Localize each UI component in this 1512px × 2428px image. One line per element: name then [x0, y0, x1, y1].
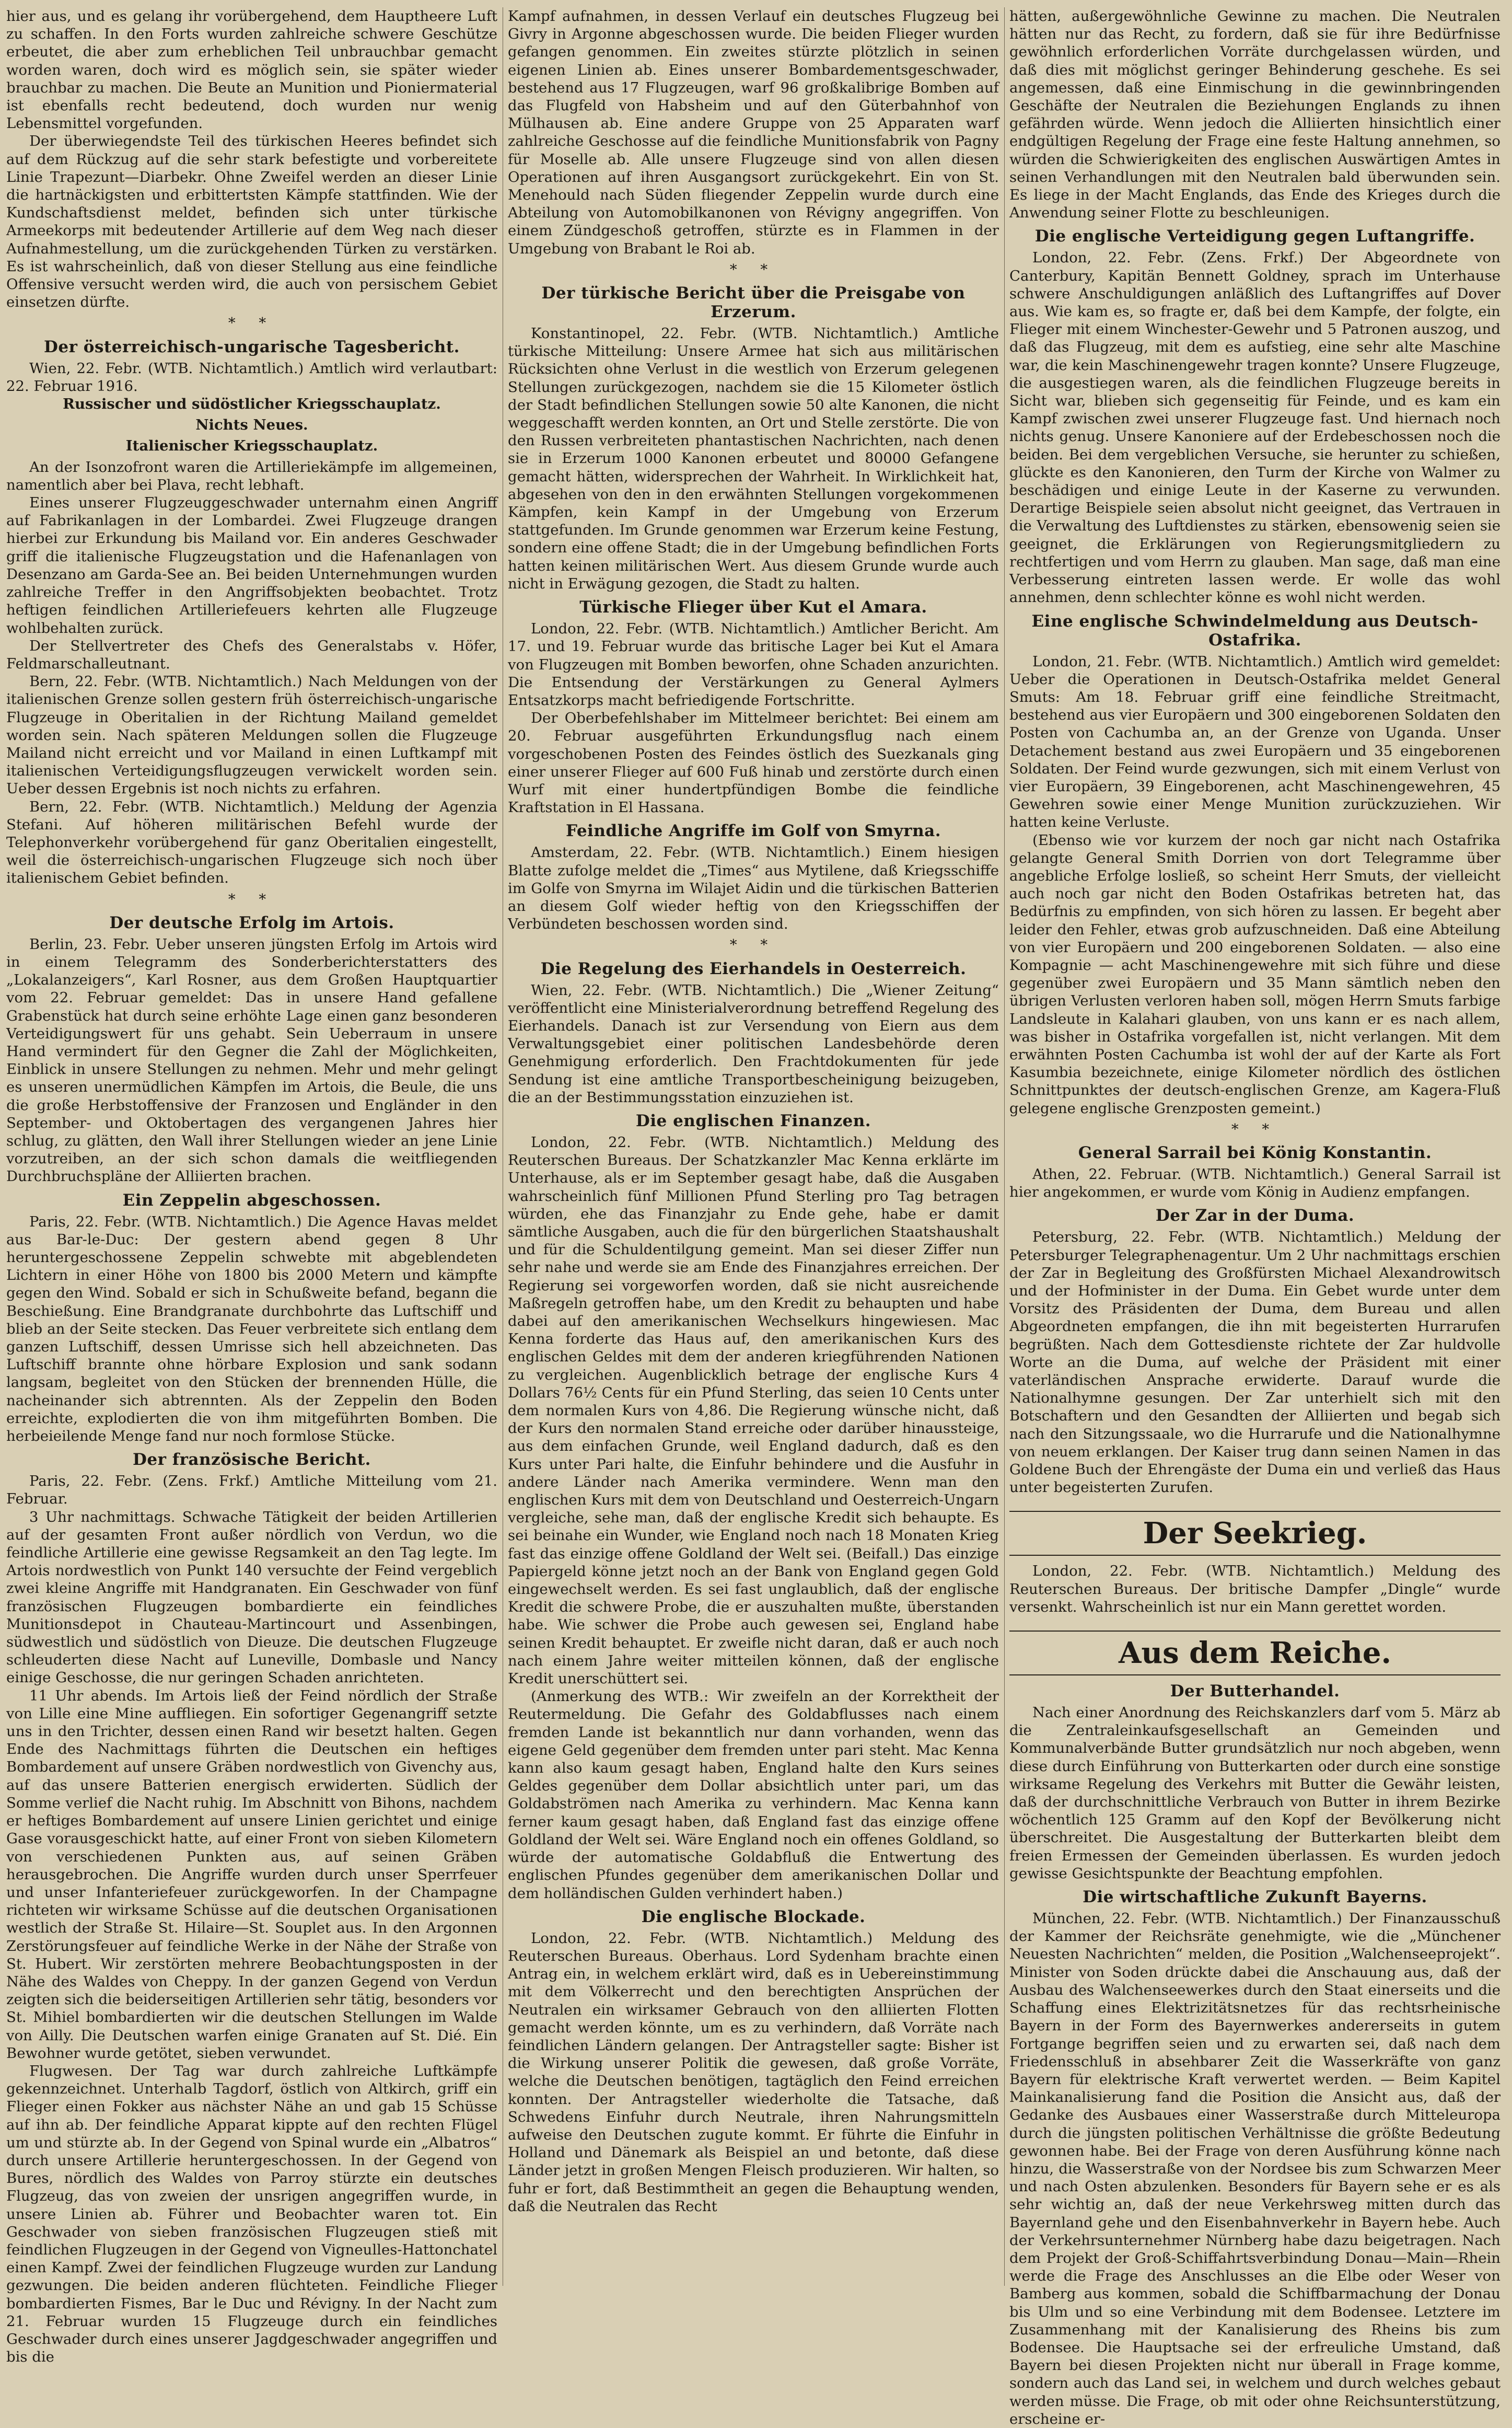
- paragraph: Der überwiegendste Teil des türkischen Heeres befindet sich auf dem Rückzug auf die sehr stark befestigte und vorbereitete Linie Trapezunt—Diarbekr. Ohne Zweifel werden an dieser Linie die hartnäckigsten und erbittertsten Kämpfe stattfinden. Wie der Kundschaftsdienst meldet, befinden sich unter türkische Armeekorps mit bedeutender Artillerie auf dem Weg nach dieser Aufnahmestellung, um die zurückgehenden Türken zu verstärken. Es ist wahrscheinlich, daß von dieser Stellung aus eine feindliche Offensive versucht werden wird, die auch von persischem Gebiet einsetzen dürfte.: [6, 133, 497, 311]
- paragraph: Bern, 22. Febr. (WTB. Nichtamtlich.) Meldung der Agenzia Stefani. Auf höheren militärischen Befehl wurde der Telephonverkehr vorübergehend für ganz Oberitalien eingestellt, weil die österreichisch-ungarischen Flugzeuge sich noch über italienischem Gebiet befinden.: [6, 798, 497, 887]
- article-continuation: hier aus, und es gelang ihr vorübergehend, dem Hauptheere Luft zu schaffen. In den Forts wurden zahlreiche schwere Geschütze erbeutet, die aber zum erheblichen Teil unbrauchbar gemacht worden waren, doch wird es möglich sein, sie später wieder brauchbar zu machen. Die Beute an Munition und Pioniermaterial ist ebenfalls recht bedeutend, doch wurden nur wenig Lebensmittel vorgefunden.: [6, 8, 497, 132]
- paragraph: 3 Uhr nachmittags. Schwache Tätigkeit der beiden Artillerien auf der gesamten Front außer nördlich von Verdun, wo die feindliche Artillerie eine gewisse Regsamkeit an den Tag legte. Im Artois nordwestlich von Punkt 140 versuchte der Feind vergeblich zwei kleine Angriffe mit Handgranaten. Ein Geschwader von fünf französischen Flugzeugen bombardierte ein feindliches Munitionsdepot in Chauteau-Martincourt und Assenbingen, südwestlich und südöstlich von Dieuze. Die deutschen Flugzeuge schleuderten diese Nacht auf Luneville, Dombasle und Nancy einige Geschosse, die nur geringen Schaden anrichteten.: [6, 1508, 497, 1686]
- separator-stars: * *: [1231, 1120, 1279, 1138]
- separator-stars: * *: [729, 936, 777, 954]
- headline-tsar-duma: Der Zar in der Duma.: [1155, 1206, 1355, 1225]
- paragraph: Konstantinopel, 22. Febr. (WTB. Nichtamtlich.) Amtliche türkische Mitteilung: Unsere Armee hat sich aus militärischen Rücksichten ohne Verlust in die westlich von Erzerum gelegenen Stellungen zurückgezogen, nachdem sie die 15 Kilometer östlich der Stadt befindlichen Stellungen sowie 50 alte Kanonen, die nicht weggeschafft werden konnten, an Ort und Stelle zerstörte. Die von den Russen verbreiteten phantastischen Nachrichten, nach denen sie in Erzerum 1000 Kanonen erbeutet und 80000 Gefangene gemacht hätten, widersprechen der Wahrheit. In Wirklichkeit hat, abgesehen von den in den erwähnten Stellungen vorgekommenen Kämpfen, kein Kampf in der Umgebung von Erzerum stattgefunden. Im Grunde genommen war Erzerum keine Festung, sondern eine offene Stadt; die in der Umgebung befindlichen Forts hatten keinen militärischen Wert. Aus diesem Grunde wurde auch nicht in Erwägung gezogen, die Stadt zu halten.: [508, 325, 999, 592]
- headline-erzerum: Der türkische Bericht über die Preisgabe von Erzerum.: [541, 284, 966, 322]
- paragraph: London, 22. Febr. (WTB. Nichtamtlich.) Meldung des Reuterschen Bureaus. Der britische Dampfer „Dingle“ wurde versenkt. Wahrscheinlich ist nur ein Mann gerettet worden.: [1009, 1563, 1501, 1615]
- paragraph: London, 21. Febr. (WTB. Nichtamtlich.) Amtlich wird gemeldet: Ueber die Operationen in Deutsch-Ostafrika meldet General Smuts: Am 18. Februar griff eine feindliche Streitmacht, bestehend aus vier Europäern und 300 eingeborenen Soldaten den Posten von Cachumba an, an der Grenze von Uganda. Unser Detachement bestand aus zwei Europäern und 35 eingeborenen Soldaten. Der Feind wurde gezwungen, sich mit einem Verlust von vier Europäern, 39 Eingeborenen, acht Maschinengewehren, 45 Gewehren sowie einer Menge Munition zurückzuziehen. Wir hatten keine Verluste.: [1009, 653, 1501, 831]
- section-title-from-the-reich: Aus dem Reiche.: [1009, 1631, 1501, 1675]
- paragraph: London, 22. Febr. (WTB. Nichtamtlich.) Amtlicher Bericht. Am 17. und 19. Februar wurde das britische Lager bei Kut el Amara von Flugzeugen mit Bomben beworfen, ohne Schaden anzurichten. Die Entsendung der Verstärkungen zu General Aylmers Entsatzkorps macht befriedigende Fortschritte.: [508, 620, 999, 709]
- paragraph: (Anmerkung des WTB.: Wir zweifeln an der Korrektheit der Reutermeldung. Die Gefahr des Goldabflusses nach einem fremden Lande ist bekanntlich nur dann vorhanden, wenn das eigene Geld gegenüber dem fremden unter pari steht. Mac Kenna kann also kaum gesagt haben, England halte den Kurs seines Geldes gegenüber dem Dollar absichtlich unter pari, um das Goldabströmen nach Amerika zu verhindern. Mac Kenna kann ferner kaum gesagt haben, daß England fast das einzige offene Goldland der Welt sei. Wäre England noch ein offenes Goldland, so würde der automatische Goldabfluß die Entwertung des englischen Pfundes gegenüber dem amerikanischen Dollar und dem holländischen Gulden verhindert haben.): [508, 1688, 999, 1902]
- headline-east-africa: Eine englische Schwindelmeldung aus Deutsch-Ostafrika.: [1031, 611, 1479, 650]
- paragraph: Wien, 22. Febr. (WTB. Nichtamtlich.) Die „Wiener Zeitung“ veröffentlicht eine Ministerialverordnung betreffend Regelung des Eierhandels. Danach ist zur Versendung von Eiern aus dem Verwaltungsgebiet einer politischen Landesbehörde deren Genehmigung erforderlich. Den Frachtdokumenten für jede Sendung ist eine amtliche Transportbescheinigung beizugeben, die an der Bestimmungsstation einzuziehen ist.: [508, 981, 999, 1106]
- separator-stars: * *: [228, 315, 276, 332]
- paragraph: Amsterdam, 22. Febr. (WTB. Nichtamtlich.) Einem hiesigen Blatte zufolge meldet die „Times“ aus Mytilene, daß Kriegsschiffe im Golfe von Smyrna im Wilajet Aidin und die türkischen Batterien an diesem Golf wieder heftig von den Kriegsschiffen der Verbündeten beschossen worden sind.: [508, 844, 999, 933]
- paragraph: Berlin, 23. Febr. Ueber unseren jüngsten Erfolg im Artois wird in einem Telegramm des Sonderberichterstatters des „Lokalanzeigers“, Karl Rosner, aus dem Großen Hauptquartier vom 22. Februar gemeldet: Das in unsere Hand gefallene Grabenstück hat durch seine erhöhte Lage einen ganz besonderen Verteidigungswert für uns gehabt. Sein Ueberraum in unsere Hand vermindert für den Gegner die Zahl der Möglichkeiten, Einblick in unsere Stellungen zu nehmen. Mehr und mehr gelingt es unseren unermüdlichen Kämpfen im Artois, die Beule, die uns die große Herbstoffensive der Franzosen und Engländer in den September- und Oktobertagen des vergangenen Jahres hier schlug, zu glätten, den Wall ihrer Stellungen wieder an jene Linie vorzutreiben, an der sich schon damals die weitfliegenden Durchbruchspläne der Alliierten brachen.: [6, 935, 497, 1185]
- paragraph: (Ebenso wie vor kurzem der noch gar nicht nach Ostafrika gelangte General Smith Dorrien von dort Telegramme über angebliche Erfolge losließ, so scheint Herr Smuts, der vielleicht auch noch gar nicht den Boden Ostafrikas betreten hat, das Bedürfnis zu empfinden, von sich hören zu lassen. Er begeht aber leider den Fehler, etwas grob aufzuschneiden. Daß eine Abteilung von vier Europäern und 200 eingeborenen Soldaten. — also eine Kompagnie — acht Maschinengewehre mit sich führe und diese gegenüber zwei Europäern und 35 Mann sämtlich neben den übrigen Verlusten verloren haben soll, mögen Herrn Smuts farbige Landsleute in Kalahari glauben, von uns kann er es nach allem, was bisher in Ostafrika vorgefallen ist, nicht verlangen. Mit dem erwähnten Posten Cachumba ist wohl der auf der Karte als Fort Kasumbia bezeichnete, einige Kilometer nördlich des östlichen Schnittpunktes der deutsch-englischen Grenze, am Kagera-Fluß gelegene englische Grenzposten gemeint.): [1009, 831, 1501, 1117]
- headline-egg-trade: Die Regelung des Eierhandels in Oesterreich.: [540, 959, 967, 978]
- signature-line: Der Stellvertreter des Chefs des Generalstabs v. Höfer, Feldmarschalleutnant.: [6, 637, 497, 672]
- headline-french-report: Der französische Bericht.: [133, 1450, 371, 1470]
- paragraph: 11 Uhr abends. Im Artois ließ der Feind nördlich der Straße von Lille eine Mine auffliegen. Ein sofortiger Gegenangriff setzte uns in den Trichter, dessen einen Rand wir besetzt halten. Gegen Ende des Nachmittags führten die Deutschen ein heftiges Bombardement auf unsere Gräben nordwestlich von Givenchy aus, auf das unsere Batterien energisch erwiderten. Südlich der Somme verlief die Nacht ruhig. Im Abschnitt von Bihons, nachdem er heftiges Bombardement auf unsere Linien gerichtet und einige Gase vorausgeschickt hatte, auf einer Front von sieben Kilometern von verschiedenen Punkten aus, auf seinen Gräben herausgebrochen. Die Angriffe wurden durch unser Sperrfeuer und unser Infanteriefeuer zurückgeworfen. In der Champagne richteten wir wirksame Schüsse auf die deutschen Organisationen westlich der Straße St. Hilaire—St. Souplet aus. In den Argonnen Zerstörungsfeuer auf feindliche Werke in der Nähe der Straße von St. Hubert. Wir zerstörten mehrere Beobachtungsposten in der Nähe des Waldes von Cheppy. In der ganzen Gegend von Verdun zeigten sich die beiderseitigen Artillerien sehr tätig, besonders vor St. Mihiel bombardierten wir die deutschen Stellungen im Walde von Ailly. Die Deutschen warfen einige Granaten auf St. Dié. Ein Bewohner wurde getötet, sieben verwundet.: [6, 1687, 497, 2062]
- paragraph: London, 22. Febr. (WTB. Nichtamtlich.) Meldung des Reuterschen Bureaus. Oberhaus. Lord Sydenham brachte einen Antrag ein, in welchem erklärt wird, daß es in Uebereinstimmung mit dem Völkerrecht und den berechtigten Ansprüchen der Neutralen ein wirksamer Gebrauch von den alliierten Flotten gemacht werden könnte, um es zu verhindern, daß Vorräte nach feindlichen Ländern gelangen. Der Antragsteller sagte: Bisher ist die Wirkung unserer Politik die gewesen, daß große Vorräte, welche die Deutschen benötigen, tagtäglich den Feind erreichen konnten. Der Antragsteller wiederholte die Tatsache, daß Schwedens Einfuhr durch Neutrale, ihren Nahrungsmitteln aufweise den Deutschen zugute kommt. Er führte die Einfuhr in Holland und Dänemark als Beispiel an und betonte, daß diese Länder jetzt in großen Mengen Fleisch produzieren. Wir halten, so fuhr er fort, daß Bestimmtheit an gegen die Behauptung wenden, daß die Neutralen das Recht: [508, 1929, 999, 2215]
- subheading-nothing-new: Nichts Neues.: [195, 417, 308, 434]
- paragraph: An der Isonzofront waren die Artilleriekämpfe im allgemeinen, namentlich aber bei Plava, recht lebhaft.: [6, 458, 497, 493]
- column-divider: [1004, 7, 1005, 2286]
- paragraph: Wien, 22. Febr. (WTB. Nichtamtlich.) Amtlich wird verlautbart: 22. Februar 1916.: [6, 360, 497, 395]
- paragraph: Petersburg, 22. Febr. (WTB. Nichtamtlich.) Meldung der Petersburger Telegraphenagentur. Um 2 Uhr nachmittags erschien der Zar in Begleitung des Großfürsten Michael Alexandrowitsch und der Hofminister in der Duma. Ein Gebet wurde unter dem Vorsitz des Präsidenten der Duma, dem Bureau und allen Abgeordneten empfangen, die ihn mit begeisterten Hurrarufen begrüßten. Nach dem Gottesdienste richtete der Zar huldvolle Worte an die Duma, auf welche der Präsident mit einer vaterländischen Ansprache erwiderte. Darauf wurde die Nationalhymne gesungen. Der Zar unterhielt sich mit den Botschaftern und den Gesandten der Alliierten und begab sich nach den Sitzungssaale, wo die Hurrarufe und die Nationalhymne von neuem erklangen. Der Kaiser trug dann seinen Namen in das Goldene Buch der Ehrengäste der Duma ein und verließ das Haus unter begeisterten Zurufen.: [1009, 1229, 1501, 1496]
- paragraph: Bern, 22. Febr. (WTB. Nichtamtlich.) Nach Meldungen von der italienischen Grenze sollen gestern früh österreichisch-ungarische Flugzeuge in Oberitalien in der Richtung Mailand gemeldet worden sein. Nach späteren Meldungen sollen die Flugzeuge Mailand nicht erreicht und vor Mailand in einen Luftkampf mit italienischen Verteidigungsflugzeugen verwickelt worden sein. Ueber dessen Ergebnis ist noch nichts zu erfahren.: [6, 673, 497, 797]
- paragraph: London, 22. Febr. (Zens. Frkf.) Der Abgeordnete von Canterbury, Kapitän Bennett Goldney, sprach im Unterhause schwere Anschuldigungen anläßlich des Luftangriffes auf Dover aus. Wie kam es, so fragte er, daß bei dem Kampfe, der folgte, ein Flieger mit einem Winchester-Gewehr und 5 Patronen auszog, und daß das Flugzeug, mit dem es aufstieg, eine sehr alte Maschine war, die kein Maschinengewehr tragen konnte? Unsere Flugzeuge, die ausgestiegen waren, als die feindlichen Flugzeuge bereits in Sicht war, blieben sich gegenseitig für Feinde, und es kam ein Kampf zwischen zwei unserer Flugzeuge fast. Und hiernach noch nichts genug. Unsere Kanoniere auf der Erdebeschossen noch die beiden. Bei dem vergeblichen Versuche, sie herunter zu schießen, glückte es den Kanonieren, den Turm der Kirche von Walmer zu beschädigen und einige Leute in der Kaserne zu verwunden. Derartige Beispiele seien absolut nicht geeignet, das Vertrauen in die Verwaltung des Luftdienstes zu stärken, ebensowenig seien sie geeignet, die Erklärungen von Regierungsmitgliedern zu rechtfertigen und vom Herrn zu glauben. Man sage, daß man eine Verbesserung eintreten lassen werde. Er wolle das wohl annehmen, denn schlechter könne es wohl nicht werden.: [1009, 249, 1501, 606]
- column-3: [1009, 7, 1501, 2427]
- paragraph: Der Oberbefehlshaber im Mittelmeer berichtet: Bei einem am 20. Februar ausgeführten Erkundungsflug nach einem vorgeschobenen Posten des Feindes östlich des Suezkanals ging einer unserer Flieger auf 600 Fuß hinab und zerstörte durch einen Wurf mit einer hundertpfündigen Bombe die feindliche Kraftstation in El Hassana.: [508, 710, 999, 816]
- separator-stars: * *: [228, 891, 276, 908]
- column-1: [6, 7, 497, 2366]
- paragraph: Paris, 22. Febr. (Zens. Frkf.) Amtliche Mitteilung vom 21. Februar.: [6, 1473, 497, 1508]
- headline-air-defence: Die englische Verteidigung gegen Luftangriffe.: [1034, 227, 1475, 246]
- headline-kut-el-amara: Türkische Flieger über Kut el Amara.: [579, 598, 927, 617]
- subheading-italian-theatre: Italienischer Kriegsschauplatz.: [125, 437, 378, 455]
- paragraph: Flugwesen. Der Tag war durch zahlreiche Luftkämpfe gekennzeichnet. Unterhalb Tagdorf, östlich von Altkirch, griff ein Flieger einen Fokker aus nächster Nähe an und gab 15 Schüsse auf ihn ab. Der feindliche Apparat kippte auf den rechten Flügel um und stürzte ab. In der Gegend von Spinal wurde ein „Albatros“ durch unsere Artillerie heruntergeschossen. In der Gegend von Bures, nördlich des Waldes von Parroy stürzte ein deutsches Flugzeug, das von zweien der unsrigen angegriffen wurde, in unsere Linien ab. Führer und Beobachter waren tot. Ein Geschwader von sieben französischen Flugzeugen stieß mit feindlichen Flugzeugen in der Gegend von Vigneulles-Hattonchatel einen Kampf. Zwei der feindlichen Flugzeuge wurden zur Landung gezwungen. Die beiden anderen flüchteten. Feindliche Flieger bombardierten Fismes, Bar le Duc und Révigny. In der Nacht zum 21. Februar wurden 15 Flugzeuge durch ein feindliches Geschwader durch eines unserer Jagdgeschwader angegriffen und bis die: [6, 2062, 497, 2366]
- paragraph: Athen, 22. Februar. (WTB. Nichtamtlich.) General Sarrail ist hier angekommen, er wurde vom König in Audienz empfangen.: [1009, 1165, 1501, 1201]
- paragraph: London, 22. Febr. (WTB. Nichtamtlich.) Meldung des Reuterschen Bureaus. Der Schatzkanzler Mac Kenna erklärte im Unterhause, als er im September gesagt habe, daß die Ausgaben wahrscheinlich fünf Millionen Pfund Sterling pro Tag betragen würden, ehe das Finanzjahr zu Ende gehe, habe er damit sämtliche Ausgaben, auch die für den bürgerlichen Staatshaushalt und für die Schuldentilgung gemeint. Man sei dieser Ziffer nun sehr nahe und werde sie am Ende des Finanzjahres erreichen. Der Regierung sei vorgeworfen worden, daß sie nicht ausreichende Maßregeln getroffen habe, um den Kredit zu behaupten und habe dabei auf den amerikanischen Wechselkurs hingewiesen. Mac Kenna forderte das Haus auf, den amerikanischen Kurs des englischen Geldes mit dem der anderen kriegführenden Nationen zu vergleichen. Augenblicklich betrage der englische Kurs 4 Dollars 76½ Cents für ein Pfund Sterling, das seien 10 Cents unter dem normalen Kurs von 4,86. Die Regierung wünsche nicht, daß der Kurs den normalen Stand erreiche oder darüber hinaussteige, aus dem einfachen Grunde, weil England dadurch, daß es den Kurs unter Pari halte, die Einfuhr behindere und die Ausfuhr in andere Länder nach Amerika vermindere. Wenn man den englischen Kurs mit dem von Deutschland und Oesterreich-Ungarn vergleiche, sehe man, daß der englische Kredit sich behaupte. Es sei beinahe ein Wunder, wie England noch nach 18 Monaten Krieg fast das einzige offene Goldland der Welt sei. (Beifall.) Das einzige Papiergeld könne jetzt noch an der Bank von England gegen Gold eingewechselt werden. Es sei fast unglaublich, daß der englische Kredit die schwere Probe, die er auszuhalten mußte, überstanden habe. Wie schwer die Probe auch gewesen sei, England habe seinen Kredit behauptet. Er zweifle nicht daran, daß er auch noch nach einem Jahre weiter mitteilen können, daß der englische Kredit unerschüttert sei.: [508, 1134, 999, 1687]
- headline-sarrail: General Sarrail bei König Konstantin.: [1078, 1143, 1432, 1162]
- headline-smyrna: Feindliche Angriffe im Golf von Smyrna.: [566, 822, 941, 841]
- headline-zeppelin: Ein Zeppelin abgeschossen.: [122, 1190, 381, 1210]
- article-continuation: hätten, außergewöhnliche Gewinne zu machen. Die Neutralen hätten nur das Recht, zu fordern, daß sie für ihre Bedürfnisse gewöhnlich erforderlichen Vorräte durchgelassen würden, und daß dies mit möglichst geringer Behinderung geschehe. Es sei angemessen, daß eine Einmischung in die gewinnbringenden Geschäfte der Neutralen die Beziehungen Englands zu ihnen gefährden würde. Wenn jedoch die Alliierten hinsichtlich einer endgültigen Regelung der Frage eine feste Haltung annehmen, so würden die Schwierigkeiten des englischen Auswärtigen Amtes in seinen Verhandlungen mit den Neutralen bald überwunden sein. Es liege in der Macht Englands, das Ende des Krieges durch die Anwendung seiner Flotte zu beschleunigen.: [1009, 8, 1501, 222]
- separator-stars: * *: [729, 261, 777, 278]
- section-title-naval-war: Der Seekrieg.: [1009, 1511, 1501, 1556]
- headline-austro-hungarian-report: Der österreichisch-ungarische Tagesbericht.: [44, 337, 460, 356]
- paragraph: Nach einer Anordnung des Reichskanzlers darf vom 5. März ab die Zentraleinkaufsgesellschaft an Gemeinden und Kommunalverbände Butter grundsätzlich nur noch abgeben, wenn diese durch Einführung von Butterkarten oder durch eine sonstige wirksame Regelung des Verkehrs mit Butter die Gewähr leisten, daß der durchschnittliche Verbrauch von Butter in ihrem Bezirke wöchentlich 125 Gramm auf den Kopf der Bevölkerung nicht überschreitet. Die Ausgestaltung der Butterkarten bleibt dem freien Ermessen der Gemeinden überlassen. Es wurden jedoch gewisse Gesichtspunkte der Beachtung empfohlen.: [1009, 1704, 1501, 1882]
- paragraph: Eines unserer Flugzeuggeschwader unternahm einen Angriff auf Fabrikanlagen in der Lombardei. Zwei Flugzeuge drangen hierbei zur Erkundung bis Mailand vor. Ein anderes Geschwader griff die italienische Flugzeugstation und die Hafenanlagen von Desenzano am Garda-See an. Bei beiden Unternehmungen wurden zahlreiche Treffer in den Angriffsobjekten beobachtet. Trotz heftigen feindlichen Artilleriefeuers kehrten alle Flugzeuge wohlbehalten zurück.: [6, 494, 497, 637]
- headline-bavaria-economy: Die wirtschaftliche Zukunft Bayerns.: [1083, 1888, 1427, 1907]
- headline-artois: Der deutsche Erfolg im Artois.: [109, 913, 394, 932]
- headline-english-finances: Die englischen Finanzen.: [635, 1111, 871, 1130]
- article-continuation: Kampf aufnahmen, in dessen Verlauf ein deutsches Flugzeug bei Givry in Argonne abgeschossen wurde. Die beiden Flieger wurden gefangen genommen. Ein zweites stürzte plötzlich in seinen eigenen Linien ab. Eines unserer Bombardementsgeschwader, bestehend aus 17 Flugzeugen, warf 96 großkalibrige Bomben auf das Flugfeld von Habsheim und auf den Güterbahnhof von Mülhausen ab. Eine andere Gruppe von 25 Apparaten warf zahlreiche Geschosse auf die feindliche Munitionsfabrik von Pagny für Moselle ab. Alle unsere Flugzeuge sind von allen diesen Operationen auf ihren Ausgangsort zurückgekehrt. Ein von St. Menehould nach Süden fliegender Zeppelin wurde durch eine Abteilung von Automobilkanonen von Révigny angegriffen. Von einem Zündgeschoß getroffen, stürzte es in Flammen in der Umgebung von Brabant le Roi ab.: [508, 8, 999, 257]
- headline-english-blockade: Die englische Blockade.: [641, 1907, 866, 1926]
- subheading-russian-theatre: Russischer und südöstlicher Kriegsschauplatz.: [63, 396, 441, 413]
- paragraph: Paris, 22. Febr. (WTB. Nichtamtlich.) Die Agence Havas meldet aus Bar-le-Duc: Der gestern abend gegen 8 Uhr heruntergeschossene Zeppelin schwebte mit abgeblendeten Lichtern in einer Höhe von 1800 bis 2000 Metern und kämpfte gegen den Wind. Sobald er sich in Schußweite befand, begann die Beschießung. Eine Brandgranate durchbohrte das Luftschiff und blieb an der Seite stecken. Das Feuer verbreitete sich entlang dem ganzen Luftschiff, dessen Umrisse sich hell abzeichneten. Das Luftschiff brannte ohne hörbare Explosion und sank sodann langsam, begleitet von den Stücken der brennenden Hülle, die nacheinander sich abtrennten. Als der Zeppelin den Boden erreichte, explodierten die von ihm mitgeführten Bomben. Die herbeieilende Menge fand nur noch formlose Stücke.: [6, 1213, 497, 1445]
- paragraph: München, 22. Febr. (WTB. Nichtamtlich.) Der Finanzausschuß der Kammer der Reichsräte genehmigte, wie die „Münchener Neuesten Nachrichten“ melden, die Position „Walchenseeprojekt“. Minister von Soden drückte dabei die Anschauung aus, daß der Ausbau des Walchenseewerkes durch den Staat einerseits und die Schaffung eines Elektrizitätsnetzes für das rechtsrheinische Bayern in der Form des Bayernwerkes andererseits in gutem Fortgange begriffen seien und zu erwarten sei, daß nach dem Friedensschluß in absehbarer Zeit die Wasserkräfte von ganz Bayern für elektrische Kraft verwertet werden. — Beim Kapitel Mainkanalisierung fand die Position die Ansicht aus, daß der Gedanke des Ausbaues einer Wasserstraße durch Mitteleuropa durch die jüngsten politischen Verhältnisse die größte Bedeutung gewonnen habe. Bei der Frage von deren Ausführung könne nach hinzu, die Wasserstraße von der Nordsee bis zum Schwarzen Meer und nach Osten abzulenken. Besonders für Bayern sehe er es als sehr wichtig an, daß der neue Verkehrsweg mitten durch das Bayernland gehe und den Eisenbahnverkehr in Bayern hebe. Auch der Verkehrsunternehmer Nürnberg habe dazu beigetragen. Nach dem Projekt der Groß-Schiffahrtsverbindung Donau—Main—Rhein werde die Frage des Anschlusses an die Elbe oder Weser von Bamberg aus kommen, sobald die Schiffbarmachung der Donau bis Ulm und so eine Verbindung mit dem Bodensee. Letztere im Zusammenhang mit der Kanalisierung des Rheins bis zum Bodensee. Die Hauptsache sei der erfreuliche Umstand, daß Bayern bei diesen Projekten nicht nur überall in Frage komme, sondern auch das Land sei, in welchem und durch welches gebaut werden müsse. Die Frage, ob mit oder ohne Reichsunterstützung, erscheine er-: [1009, 1910, 1501, 2427]
- column-2: [508, 7, 999, 2286]
- headline-butter-trade: Der Butterhandel.: [1170, 1682, 1340, 1701]
